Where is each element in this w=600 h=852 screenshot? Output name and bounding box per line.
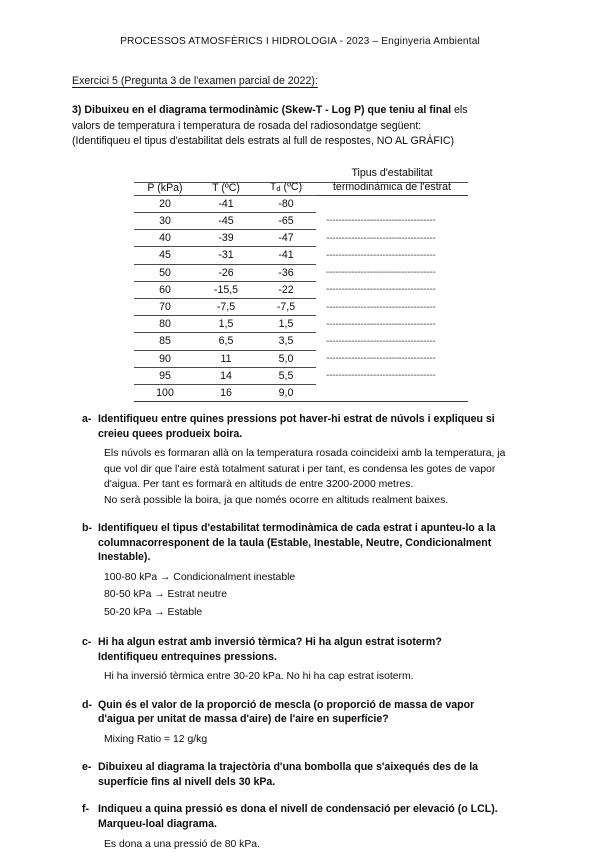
question-label: c-	[82, 636, 92, 649]
sounding-table	[134, 166, 468, 402]
header-stability-line-1: Tipus d'estabilitat	[351, 166, 433, 179]
cell-dewpoint: -47	[256, 230, 316, 247]
question-label: f-	[82, 803, 90, 816]
question-item	[72, 521, 528, 622]
question-prompt-line: Quin és el valor de la proporció de mescla (o proporció de massa de vapor	[98, 698, 475, 711]
header-stability-line-2: termodinàmica de l'estrat	[332, 180, 452, 193]
question-prompt-line: Identifiqueu entre quines pressions pot haver-hi estrat de núvols i expliqueu si	[98, 413, 495, 426]
answer-line: d'aigua. Per tant es formarà en altituds de entre 3200-2000 metres.	[104, 479, 414, 491]
question-item	[72, 698, 528, 748]
question-body	[98, 412, 528, 508]
question-body	[98, 698, 528, 748]
exercise-title: Exercici 5 (Pregunta 3 de l'examen parcial de 2022):	[72, 75, 318, 87]
question-answer	[98, 446, 528, 508]
table-row	[134, 264, 468, 281]
header-pressure: P (kPa)	[147, 181, 183, 194]
cell-pressure: 100	[134, 385, 196, 402]
cell-stability-note: -----------------------------------	[326, 335, 436, 347]
question-item	[72, 412, 528, 508]
questions-list	[72, 412, 528, 852]
cell-stability-note: -----------------------------------	[326, 232, 436, 244]
cell-temperature: -26	[196, 264, 256, 281]
cell-temperature: -39	[196, 230, 256, 247]
answer-line: Es dona a una pressió de 80 kPa.	[104, 838, 260, 850]
answer-line: Els núvols es formaran allà on la temperatura rosada coincideixi amb la temperatura, ja	[104, 448, 506, 460]
question-prompt	[98, 760, 528, 789]
answer-line: Hi ha inversió tèrmica entre 30-20 kPa. No hi ha cap estrat isoterm.	[104, 671, 414, 683]
question-body	[98, 802, 528, 852]
cell-stability-note: -----------------------------------	[326, 249, 436, 261]
cell-dewpoint: 9,0	[256, 385, 316, 402]
table-row	[134, 316, 468, 333]
question-prompt-line: d'aigua per unitat de massa d'aire) de l'aire en superfície?	[98, 713, 389, 726]
cell-temperature: -15,5	[196, 281, 256, 298]
cell-temperature: -45	[196, 212, 256, 229]
cell-pressure: 95	[134, 367, 196, 384]
question-prompt-line: Dibuixeu al diagrama la trajectòria d'una bombolla que s'aixequés des de la	[98, 761, 479, 774]
intro-bold-text: 3) Dibuixeu en el diagrama termodinàmic (Skew-T - Log P) que teniu al final	[72, 104, 452, 116]
cell-pressure: 45	[134, 247, 196, 264]
cell-stability-note: -----------------------------------	[326, 215, 436, 227]
cell-temperature: -41	[196, 195, 256, 212]
cell-pressure: 90	[134, 350, 196, 367]
cell-dewpoint: -80	[256, 195, 316, 212]
header-dewpoint-suffix: (ºC)	[280, 180, 303, 193]
question-prompt-line: Identifiqueu entrequines pressions.	[98, 650, 277, 663]
question-prompt-line: superfície fins al nivell dels 30 kPa.	[98, 775, 276, 788]
cell-pressure: 60	[134, 281, 196, 298]
intro-line-3: (Identifiqueu el tipus d'estabilitat dels estrats al full de respostes, NO AL GRÀFIC)	[72, 135, 455, 148]
question-prompt	[98, 698, 528, 727]
cell-stability-note	[316, 385, 468, 402]
table-row	[134, 195, 468, 212]
cell-pressure: 50	[134, 264, 196, 281]
sounding-table-body	[134, 195, 468, 401]
question-prompt-line: columnacorresponent de la taula (Estable, Inestable, Neutre, Condicionalment	[98, 536, 492, 549]
question-item	[72, 635, 528, 685]
cell-dewpoint: 5,0	[256, 350, 316, 367]
cell-temperature: 11	[196, 350, 256, 367]
question-answer	[98, 732, 528, 747]
cell-temperature: 6,5	[196, 333, 256, 350]
answer-line: Mixing Ratio = 12 g/kg	[104, 733, 208, 745]
table-row	[134, 212, 468, 229]
cell-dewpoint: -41	[256, 247, 316, 264]
cell-dewpoint: 1,5	[256, 316, 316, 333]
cell-dewpoint: -36	[256, 264, 316, 281]
intro-line-2: valors de temperatura i temperatura de rosada del radiosondatge següent:	[72, 119, 422, 132]
question-prompt-line: Marqueu-loal diagrama.	[98, 818, 217, 830]
cell-dewpoint: 3,5	[256, 333, 316, 350]
question-item	[72, 760, 528, 789]
intro-rest-text: els	[451, 104, 468, 116]
question-prompt	[98, 521, 528, 565]
cell-stability-note: -----------------------------------	[326, 301, 436, 313]
question-label: a-	[82, 413, 92, 426]
question-answer	[98, 570, 528, 620]
header-dewpoint-subscript: d	[276, 184, 281, 194]
answer-line: No serà possible la boira, ja que només ocorre en altituds realment baixes.	[104, 494, 449, 506]
cell-pressure: 80	[134, 316, 196, 333]
table-top-rule	[134, 182, 468, 183]
question-label: e-	[82, 761, 92, 774]
cell-stability-note: -----------------------------------	[326, 284, 436, 296]
sounding-table-wrap	[72, 166, 528, 402]
cell-pressure: 85	[134, 333, 196, 350]
table-row	[134, 230, 468, 247]
question-answer	[98, 837, 528, 852]
cell-pressure: 40	[134, 230, 196, 247]
cell-temperature: 14	[196, 367, 256, 384]
answer-line: 100-80 kPa → Condicionalment inestable	[104, 571, 296, 583]
answer-line: 50-20 kPa → Estable	[104, 606, 203, 618]
table-row	[134, 367, 468, 384]
question-prompt	[98, 635, 528, 664]
cell-stability-note: -----------------------------------	[326, 267, 436, 279]
table-header-row	[134, 166, 468, 196]
question-label: b-	[82, 522, 92, 535]
document-body	[72, 75, 528, 852]
table-row	[134, 281, 468, 298]
question-prompt-line: Inestable).	[98, 551, 151, 564]
answer-line: 80-50 kPa → Estrat neutre	[104, 589, 228, 601]
cell-stability-note: -----------------------------------	[326, 353, 436, 365]
question-prompt-line: creieu quees produeix boira.	[98, 427, 243, 440]
cell-dewpoint: -22	[256, 281, 316, 298]
sounding-table-head	[134, 166, 468, 196]
answer-line: que vol dir que l'aire està totalment saturat i per tant, es condensa les gotes de vapor	[104, 463, 496, 475]
cell-dewpoint: -7,5	[256, 299, 316, 316]
cell-dewpoint: -65	[256, 212, 316, 229]
question-answer	[98, 669, 528, 684]
cell-stability-note: -----------------------------------	[326, 370, 436, 382]
table-row	[134, 385, 468, 402]
cell-temperature: 16	[196, 385, 256, 402]
header-dewpoint	[256, 166, 316, 196]
table-row	[134, 247, 468, 264]
question-label: d-	[82, 698, 92, 711]
question-prompt-line: Identifiqueu el tipus d'estabilitat termodinàmica de cada estrat i apunteu-lo a la	[98, 522, 496, 535]
header-stability	[316, 166, 468, 196]
cell-pressure: 20	[134, 195, 196, 212]
header-dewpoint-prefix: T	[269, 180, 277, 193]
question-body	[98, 635, 528, 685]
exercise-intro	[72, 103, 528, 150]
question-body	[98, 760, 528, 789]
cell-stability-note	[316, 195, 468, 212]
table-row	[134, 299, 468, 316]
running-head: PROCESSOS ATMOSFÈRICS I HIDROLOGIA - 2023 – Enginyeria Ambiental	[120, 36, 480, 47]
cell-temperature: -7,5	[196, 299, 256, 316]
question-prompt-line: Hi ha algun estrat amb inversió tèrmica? Hi ha algun estrat isoterm?	[98, 636, 442, 649]
cell-pressure: 30	[134, 212, 196, 229]
question-prompt	[98, 802, 528, 831]
question-body	[98, 521, 528, 622]
cell-pressure: 70	[134, 299, 196, 316]
table-row	[134, 333, 468, 350]
cell-stability-note: -----------------------------------	[326, 318, 436, 330]
question-prompt	[98, 412, 528, 441]
cell-temperature: -31	[196, 247, 256, 264]
cell-temperature: 1,5	[196, 316, 256, 333]
header-temperature: T (ºC)	[212, 181, 240, 194]
question-item	[72, 802, 528, 852]
table-row	[134, 350, 468, 367]
cell-dewpoint: 5,5	[256, 367, 316, 384]
question-prompt-line: Indiqueu a quina pressió es dona el nivell de condensació per elevació (o LCL).	[98, 803, 498, 816]
